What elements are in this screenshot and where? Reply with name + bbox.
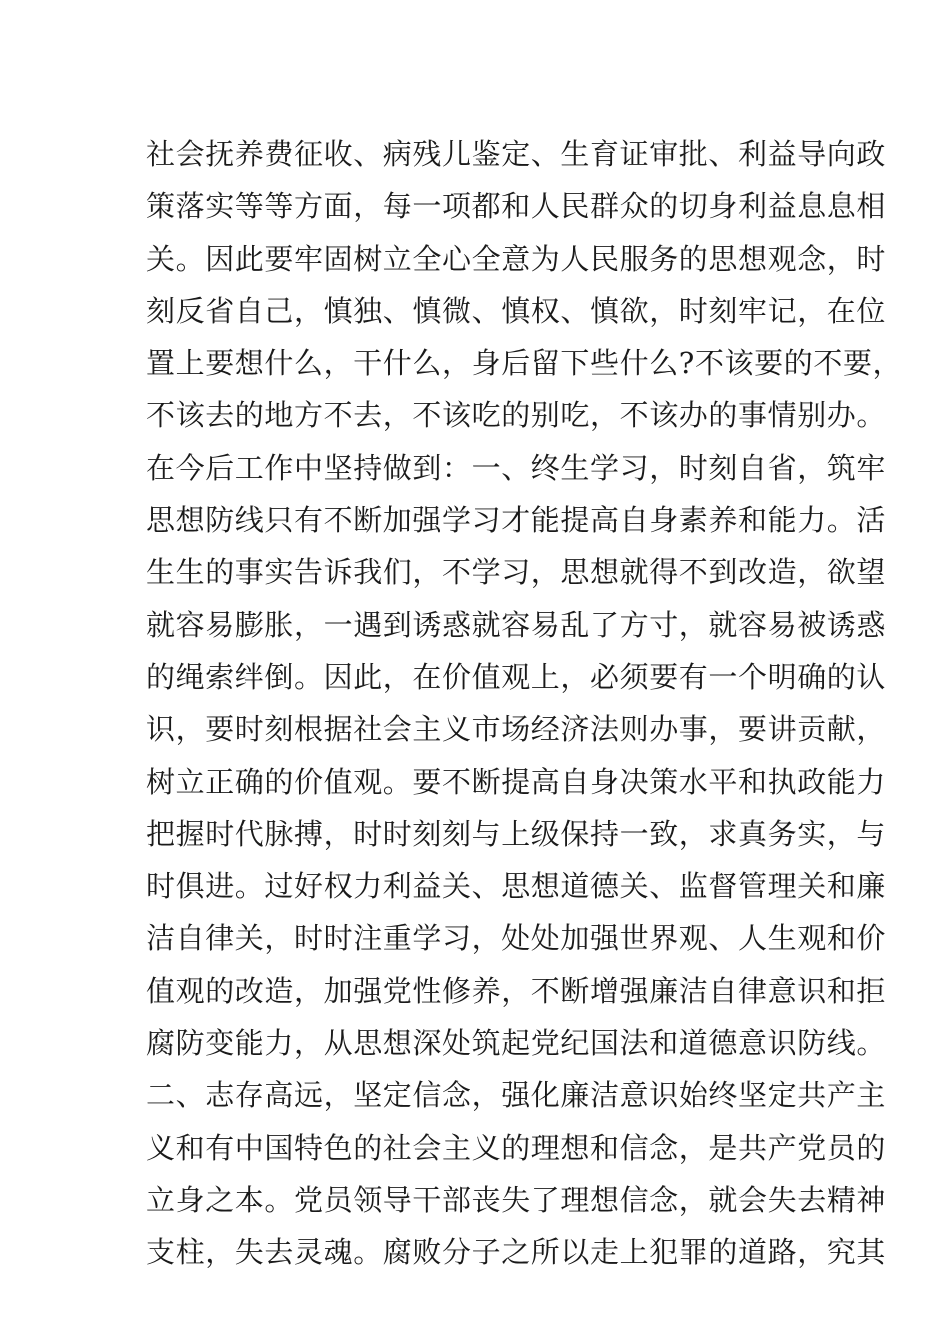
text-line: 思想防线只有不断加强学习才能提高自身素养和能力。活	[146, 503, 887, 538]
text-line: 支柱，失去灵魂。腐败分子之所以走上犯罪的道路，究其	[146, 1235, 887, 1270]
text-line: 在今后工作中坚持做到：一、终生学习，时刻自省，筑牢	[146, 450, 887, 485]
text-line: 腐防变能力，从思想深处筑起党纪国法和道德意识防线。	[146, 1026, 887, 1061]
text-line: 值观的改造，加强党性修养，不断增强廉洁自律意识和拒	[146, 973, 887, 1008]
text-line: 不该去的地方不去，不该吃的别吃，不该办的事情别办。	[146, 398, 887, 433]
text-line: 树立正确的价值观。要不断提高自身决策水平和执政能力	[146, 764, 887, 799]
text-line: 策落实等等方面，每一项都和人民群众的切身利益息息相	[146, 189, 887, 224]
text-line: 社会抚养费征收、病残儿鉴定、生育证审批、利益导向政	[146, 137, 887, 171]
text-line: 洁自律关，时时注重学习，处处加强世界观、人生观和价	[146, 921, 887, 956]
text-line: 就容易膨胀，一遇到诱惑就容易乱了方寸，就容易被诱惑	[146, 607, 887, 642]
text-line: 立身之本。党员领导干部丧失了理想信念，就会失去精神	[146, 1182, 887, 1217]
text-line: 把握时代脉搏，时时刻刻与上级保持一致，求真务实，与	[146, 816, 887, 851]
text-line: 关。因此要牢固树立全心全意为人民服务的思想观念，时	[146, 241, 887, 276]
text-line: 时俱进。过好权力利益关、思想道德关、监督管理关和廉	[146, 869, 887, 904]
text-line: 置上要想什么，干什么，身后留下些什么?不该要的不要，	[146, 346, 903, 381]
text-line: 的绳索绊倒。因此，在价值观上，必须要有一个明确的认	[146, 659, 887, 694]
text-line: 生生的事实告诉我们，不学习，思想就得不到改造，欲望	[146, 555, 887, 590]
text-line: 刻反省自己，慎独、慎微、慎权、慎欲，时刻牢记，在位	[146, 293, 887, 328]
text-line: 二、志存高远，坚定信念，强化廉洁意识始终坚定共产主	[146, 1078, 887, 1113]
body-text	[146, 128, 903, 1279]
text-line: 识，要时刻根据社会主义市场经济法则办事，要讲贡献，	[146, 712, 887, 747]
text-line: 义和有中国特色的社会主义的理想和信念，是共产党员的	[146, 1130, 887, 1165]
